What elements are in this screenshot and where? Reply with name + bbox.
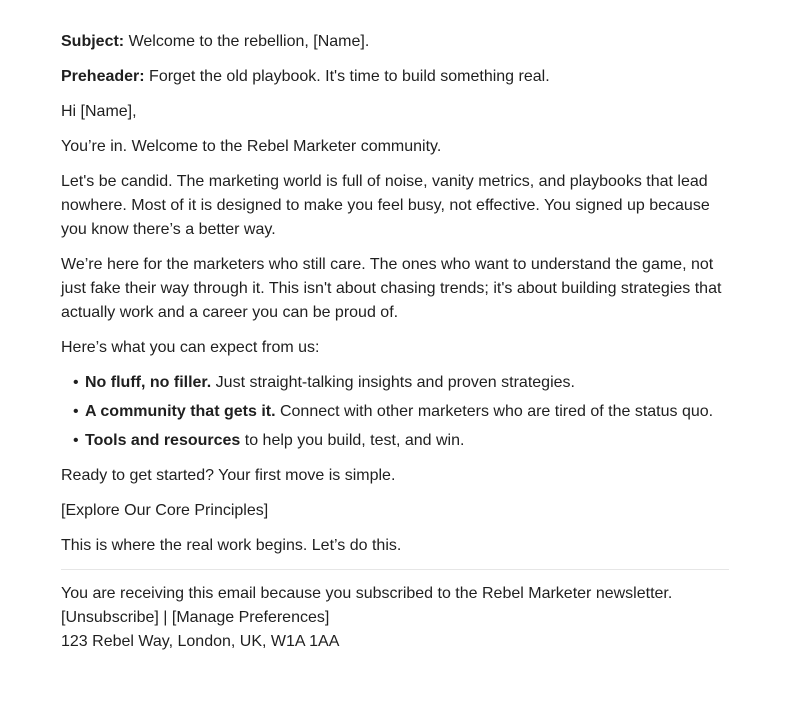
bullet-icon: • xyxy=(73,432,79,449)
preheader-line xyxy=(61,65,729,89)
body-paragraph-1: Let's be candid. The marketing world is full of noise, vanity metrics, and playbooks that lead nowhere. Most of it is designed to make you feel busy, not effective. You signed up because you know there’s a better way. xyxy=(61,173,710,238)
subject-text: Welcome to the rebellion, [Name]. xyxy=(124,33,370,50)
list-item-bold: No fluff, no filler. xyxy=(85,374,212,391)
email-document xyxy=(61,30,729,654)
manage-preferences-link[interactable]: [Manage Preferences] xyxy=(171,609,330,626)
list-item xyxy=(73,400,729,424)
subject-label: Subject: xyxy=(61,33,125,50)
body-paragraph-2: We’re here for the marketers who still care. The ones who want to understand the game, not just fake their way through it. This isn't about chasing trends; it's about building strategies that actually work and a career you can be proud of. xyxy=(61,256,722,321)
footer xyxy=(61,582,729,654)
bullet-icon: • xyxy=(73,403,79,420)
ready-paragraph: Ready to get started? Your first move is simple. xyxy=(61,467,396,484)
footer-address: 123 Rebel Way, London, UK, W1A 1AA xyxy=(61,633,340,650)
list-item xyxy=(73,429,729,453)
preheader-label: Preheader: xyxy=(61,68,145,85)
list-item-text: Connect with other marketers who are tired of the status quo. xyxy=(275,403,714,420)
list-item xyxy=(73,371,729,395)
unsubscribe-link[interactable]: [Unsubscribe] xyxy=(61,609,159,626)
list-item-text: Just straight-talking insights and proven strategies. xyxy=(211,374,575,391)
cta-link[interactable]: [Explore Our Core Principles] xyxy=(61,502,269,519)
list-item-bold: A community that gets it. xyxy=(85,403,276,420)
greeting: Hi [Name], xyxy=(61,103,137,120)
preheader-text: Forget the old playbook. It's time to build something real. xyxy=(144,68,550,85)
closing-paragraph: This is where the real work begins. Let’s do this. xyxy=(61,537,402,554)
intro-paragraph: You’re in. Welcome to the Rebel Marketer community. xyxy=(61,138,442,155)
footer-notice: You are receiving this email because you subscribed to the Rebel Marketer newsletter. xyxy=(61,585,673,602)
footer-links xyxy=(61,606,729,630)
bullet-icon: • xyxy=(73,374,79,391)
list-item-bold: Tools and resources xyxy=(85,432,241,449)
footer-separator: | xyxy=(163,609,168,626)
benefits-list xyxy=(61,371,729,453)
footer-divider xyxy=(61,569,729,570)
list-item-text: to help you build, test, and win. xyxy=(240,432,465,449)
expect-intro: Here’s what you can expect from us: xyxy=(61,339,320,356)
subject-line xyxy=(61,30,729,54)
